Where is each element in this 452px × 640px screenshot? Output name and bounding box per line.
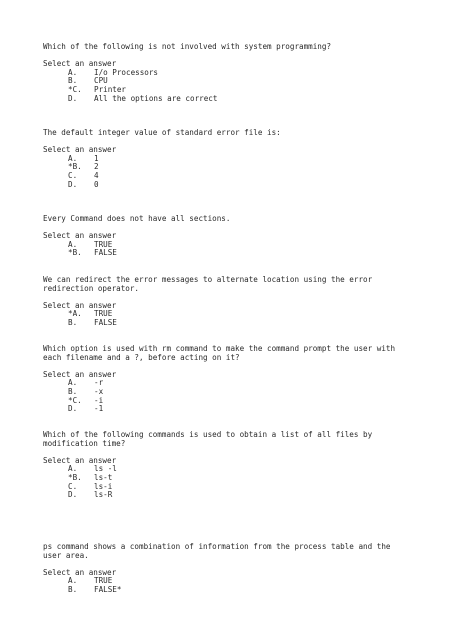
option-text: TRUE xyxy=(94,239,113,249)
option-letter: D. xyxy=(68,404,78,414)
question-text: each filename and a ?, before acting on it? xyxy=(43,352,240,362)
question-5 xyxy=(43,345,413,414)
option-text: FALSE* xyxy=(94,584,122,594)
option-letter: B. xyxy=(68,317,78,327)
answer-option xyxy=(43,586,413,595)
option-letter: A. xyxy=(68,464,78,474)
question-text: ps command shows a combination of information from the process table and the xyxy=(43,542,391,551)
option-text: -x xyxy=(94,386,104,396)
option-letter: D. xyxy=(68,490,78,500)
question-4 xyxy=(43,276,413,328)
option-text: Printer xyxy=(94,84,127,94)
option-text: FALSE xyxy=(94,317,117,327)
option-letter: *C. xyxy=(68,84,82,94)
option-letter: C. xyxy=(68,481,78,491)
question-1 xyxy=(43,43,413,103)
answer-prompt: Select an answer xyxy=(43,455,117,465)
question-text: The default integer value of standard error file is: xyxy=(43,128,281,137)
option-text: 2 xyxy=(94,162,99,172)
question-text: We can redirect the error messages to alternate location using the error xyxy=(43,275,373,284)
option-letter: B. xyxy=(68,386,78,396)
option-letter: A. xyxy=(68,239,78,249)
answer-option xyxy=(43,405,413,414)
option-text: All the options are correct xyxy=(94,93,218,103)
option-text: 0 xyxy=(94,179,99,189)
answer-option xyxy=(43,95,413,104)
question-text: user area. xyxy=(43,550,89,560)
question-text: Every Command does not have all sections. xyxy=(43,214,231,223)
option-letter: *A. xyxy=(68,309,82,319)
question-3 xyxy=(43,215,413,258)
option-text: 1 xyxy=(94,153,99,163)
question-2 xyxy=(43,129,413,189)
answer-prompt: Select an answer xyxy=(43,300,117,310)
question-text: Which of the following is not involved with system programming? xyxy=(43,42,332,51)
answer-prompt: Select an answer xyxy=(43,231,117,241)
option-text: -r xyxy=(94,378,104,388)
option-text: I/o Processors xyxy=(94,67,159,77)
answer-prompt: Select an answer xyxy=(43,145,117,155)
question-text: redirection operator. xyxy=(43,283,140,293)
option-letter: *C. xyxy=(68,395,82,405)
option-letter: A. xyxy=(68,576,78,586)
question-6 xyxy=(43,431,413,500)
answer-prompt: Select an answer xyxy=(43,567,117,577)
option-letter: *B. xyxy=(68,162,82,172)
option-text: CPU xyxy=(94,76,108,86)
answer-prompt: Select an answer xyxy=(43,369,117,379)
question-text: modification time? xyxy=(43,438,126,448)
option-text: -1 xyxy=(94,404,104,414)
question-7 xyxy=(43,543,413,595)
question-text: Which option is used with rm command to make the command prompt the user with xyxy=(43,344,396,353)
question-text: Which of the following commands is used to obtain a list of all files by xyxy=(43,430,373,439)
option-text: -i xyxy=(94,395,104,405)
option-text: ls-i xyxy=(94,481,113,491)
option-letter: D. xyxy=(68,93,78,103)
option-letter: A. xyxy=(68,67,78,77)
option-letter: C. xyxy=(68,170,78,180)
option-text: ls -l xyxy=(94,464,117,474)
answer-option xyxy=(43,181,413,190)
option-text: TRUE xyxy=(94,576,113,586)
option-letter: *B. xyxy=(68,472,82,482)
option-text: ls-R xyxy=(94,490,113,500)
option-letter: A. xyxy=(68,153,78,163)
option-letter: B. xyxy=(68,584,78,594)
option-text: ls-t xyxy=(94,472,113,482)
option-letter: D. xyxy=(68,179,78,189)
option-letter: B. xyxy=(68,76,78,86)
answer-option xyxy=(43,249,413,258)
option-text: FALSE xyxy=(94,248,117,258)
option-text: 4 xyxy=(94,170,99,180)
option-letter: *B. xyxy=(68,248,82,258)
option-text: TRUE xyxy=(94,309,113,319)
option-letter: A. xyxy=(68,378,78,388)
answer-option xyxy=(43,319,413,328)
answer-option xyxy=(43,491,413,500)
answer-prompt: Select an answer xyxy=(43,59,117,69)
